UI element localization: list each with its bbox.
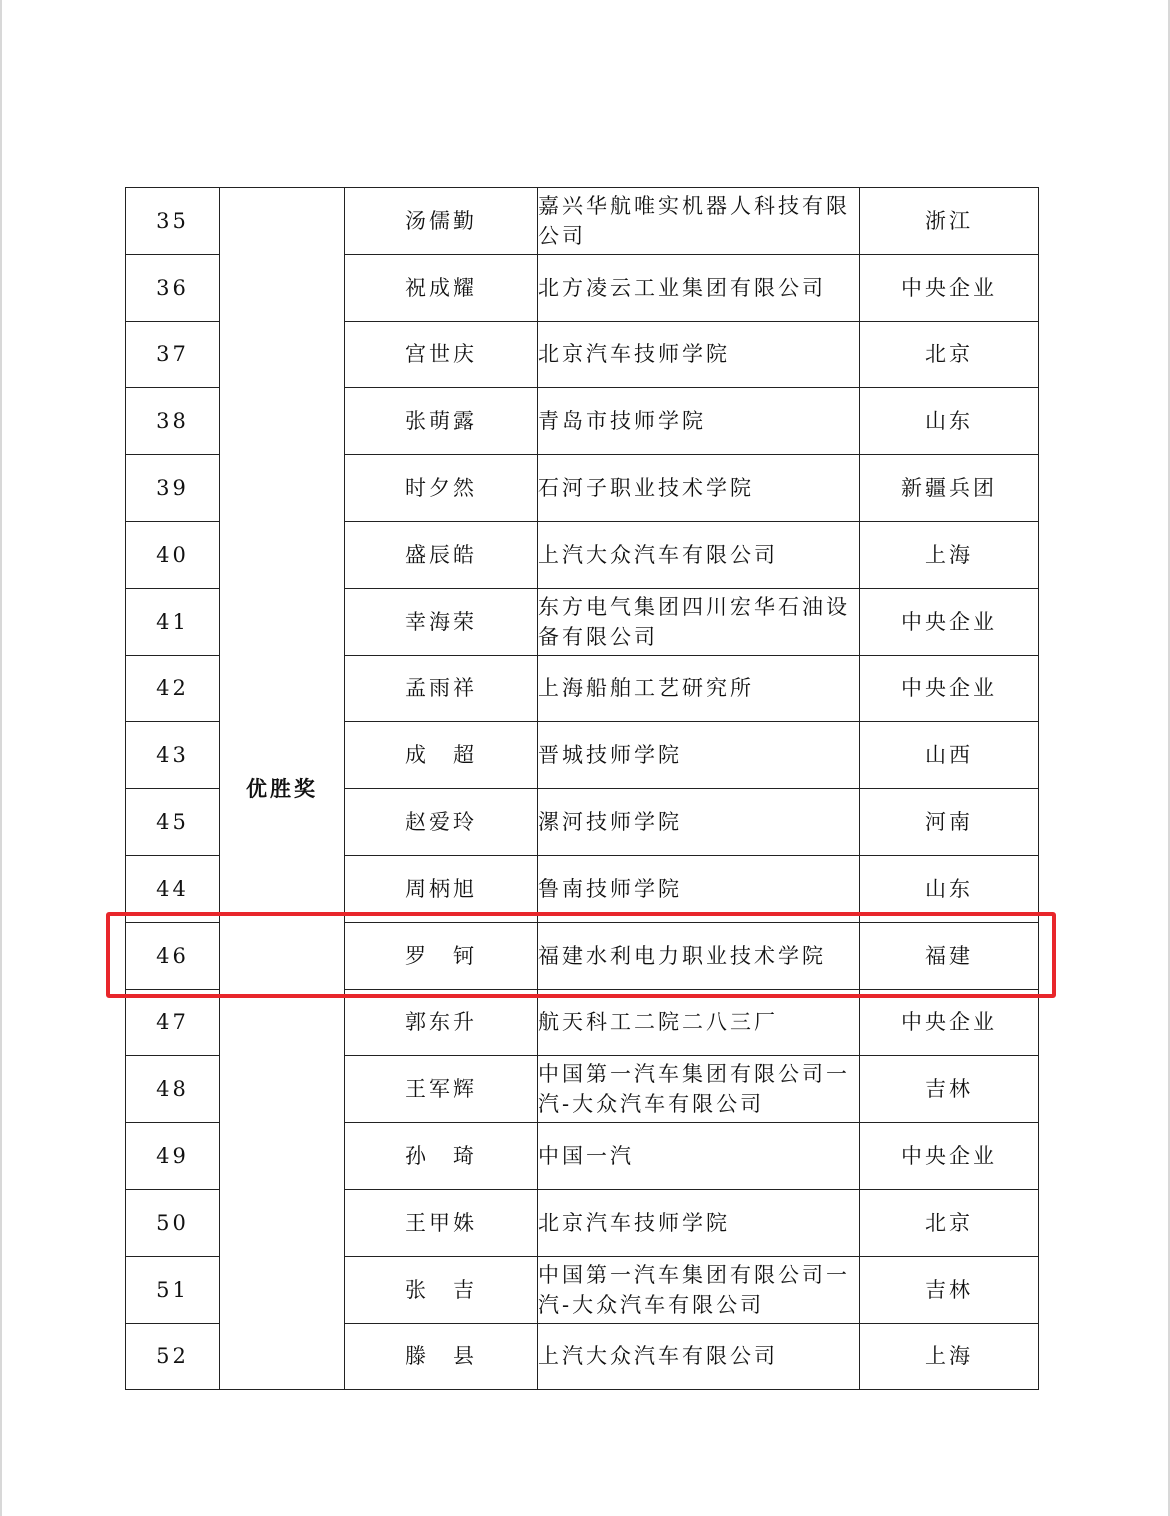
row-number-cell: 45 (126, 789, 220, 856)
organization-cell: 航天科工二院二八三厂 (538, 989, 860, 1056)
name-cell: 宫世庆 (345, 321, 538, 388)
name-cell: 成 超 (345, 722, 538, 789)
row-number-cell: 48 (126, 1056, 220, 1123)
row-number-cell: 39 (126, 455, 220, 522)
name-cell: 周柄旭 (345, 855, 538, 922)
organization-cell: 鲁南技师学院 (538, 855, 860, 922)
name-cell: 张 吉 (345, 1256, 538, 1323)
row-number-cell: 50 (126, 1189, 220, 1256)
name-cell: 滕 县 (345, 1323, 538, 1390)
region-cell: 上海 (860, 521, 1039, 588)
region-cell: 山西 (860, 722, 1039, 789)
name-cell: 时夕然 (345, 455, 538, 522)
row-number-cell: 42 (126, 655, 220, 722)
organization-cell: 福建水利电力职业技术学院 (538, 922, 860, 989)
region-cell: 北京 (860, 1189, 1039, 1256)
organization-cell: 上海船舶工艺研究所 (538, 655, 860, 722)
row-number-cell: 35 (126, 188, 220, 255)
name-cell: 祝成耀 (345, 254, 538, 321)
region-cell: 吉林 (860, 1256, 1039, 1323)
organization-cell: 北方凌云工业集团有限公司 (538, 254, 860, 321)
organization-cell: 石河子职业技术学院 (538, 455, 860, 522)
region-cell: 山东 (860, 855, 1039, 922)
name-cell: 幸海荣 (345, 588, 538, 655)
region-cell: 山东 (860, 388, 1039, 455)
region-cell: 中央企业 (860, 588, 1039, 655)
region-cell: 中央企业 (860, 655, 1039, 722)
row-number-cell: 43 (126, 722, 220, 789)
row-number-cell: 36 (126, 254, 220, 321)
award-category-cell: 优胜奖 (220, 188, 345, 1390)
row-number-cell: 37 (126, 321, 220, 388)
highlight-box (106, 912, 1056, 998)
region-cell: 浙江 (860, 188, 1039, 255)
organization-cell: 中国第一汽车集团有限公司一汽-大众汽车有限公司 (538, 1056, 860, 1123)
organization-cell: 北京汽车技师学院 (538, 321, 860, 388)
row-number-cell: 38 (126, 388, 220, 455)
name-cell: 汤儒勤 (345, 188, 538, 255)
organization-cell: 中国一汽 (538, 1123, 860, 1190)
name-cell: 罗 钶 (345, 922, 538, 989)
organization-cell: 上汽大众汽车有限公司 (538, 1323, 860, 1390)
name-cell: 赵爱玲 (345, 789, 538, 856)
row-number-cell: 44 (126, 855, 220, 922)
row-number-cell: 52 (126, 1323, 220, 1390)
name-cell: 盛辰皓 (345, 521, 538, 588)
organization-cell: 晋城技师学院 (538, 722, 860, 789)
name-cell: 孟雨祥 (345, 655, 538, 722)
region-cell: 福建 (860, 922, 1039, 989)
organization-cell: 东方电气集团四川宏华石油设备有限公司 (538, 588, 860, 655)
name-cell: 王军辉 (345, 1056, 538, 1123)
award-table-body (126, 188, 1039, 1390)
row-number-cell: 40 (126, 521, 220, 588)
region-cell: 新疆兵团 (860, 455, 1039, 522)
name-cell: 张萌露 (345, 388, 538, 455)
region-cell: 河南 (860, 789, 1039, 856)
row-number-cell: 41 (126, 588, 220, 655)
row-number-cell: 51 (126, 1256, 220, 1323)
name-cell: 孙 琦 (345, 1123, 538, 1190)
organization-cell: 北京汽车技师学院 (538, 1189, 860, 1256)
name-cell: 王甲姝 (345, 1189, 538, 1256)
organization-cell: 漯河技师学院 (538, 789, 860, 856)
organization-cell: 嘉兴华航唯实机器人科技有限公司 (538, 188, 860, 255)
table-row (126, 188, 1039, 255)
row-number-cell: 46 (126, 922, 220, 989)
row-number-cell: 47 (126, 989, 220, 1056)
region-cell: 北京 (860, 321, 1039, 388)
row-number-cell: 49 (126, 1123, 220, 1190)
award-table (125, 187, 1039, 1390)
region-cell: 吉林 (860, 1056, 1039, 1123)
organization-cell: 中国第一汽车集团有限公司一汽-大众汽车有限公司 (538, 1256, 860, 1323)
region-cell: 中央企业 (860, 254, 1039, 321)
organization-cell: 上汽大众汽车有限公司 (538, 521, 860, 588)
organization-cell: 青岛市技师学院 (538, 388, 860, 455)
page-edge-left (0, 0, 2, 1516)
region-cell: 中央企业 (860, 1123, 1039, 1190)
region-cell: 中央企业 (860, 989, 1039, 1056)
region-cell: 上海 (860, 1323, 1039, 1390)
name-cell: 郭东升 (345, 989, 538, 1056)
